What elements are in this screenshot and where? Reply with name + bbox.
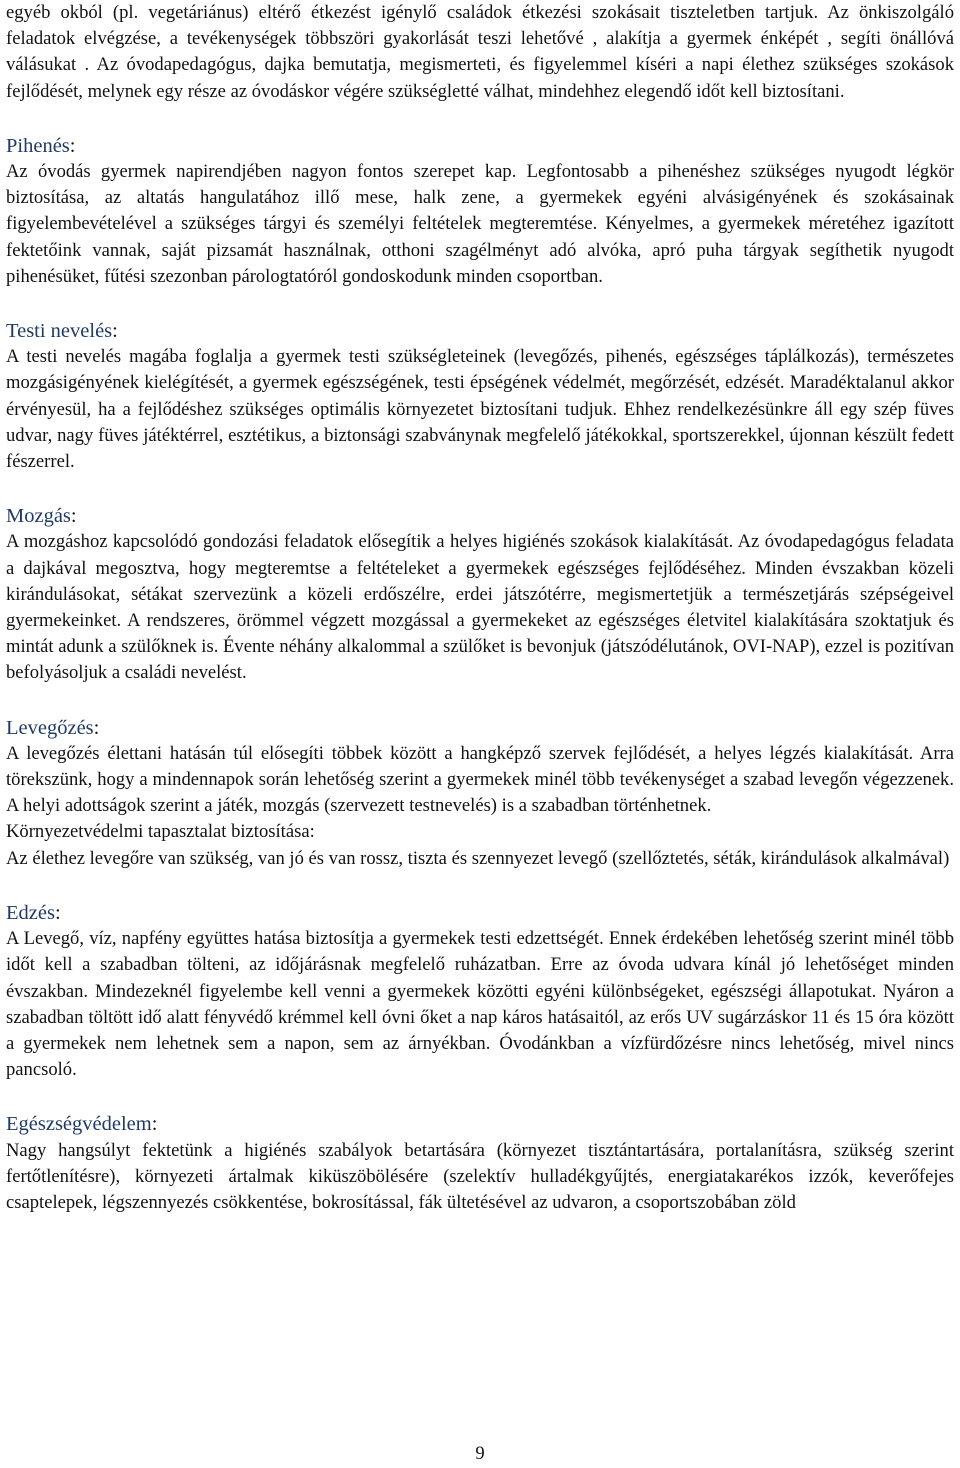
heading-text: Edzés	[6, 901, 55, 924]
heading-text: Egészségvédelem	[6, 1113, 152, 1136]
section-paragraph: A mozgáshoz kapcsolódó gondozási feladatok elősegítik a helyes higiénés szokások kialakítását. Az óvodapedagógus feladata a dajkával megosztva, hogy megteremtse a feltételeket a gyermekek egészséges fejlődéséhez. Minden évszakban közeli kirándulásokat, sétákat szervezünk a közeli erdőszélre, erdei játszótérre, megismertetjük a természetjárás szépségeivel gyermekeinket. A rendszeres, örömmel végzett mozgással a gyermekeket az egészséges életvitel kialakítására szoktatjuk és mintát adunk a szülőknek is. Évente néhány alkalommal a szülőket is bevonjuk (játszódélutánok, OVI-NAP), ezzel is pozitívan befolyásoljuk a családi nevelést.	[6, 531, 954, 684]
document-page	[6, 0, 954, 1216]
section-paragraph: A Levegő, víz, napfény együttes hatása biztosítja a gyermekek testi edzettségét. Ennek érdekében lehetőség szerint minél több időt kell a szabadban tölteni, az időjárásnak megfelelő ruházatban. Erre az óvoda udvara kínál jó lehetőséget minden évszakban. Mindezeknél figyelembe kell venni a gyermekek közötti egyéni különbségeket, egészségi állapotukat. Nyáron a szabadban töltött idő alatt fényvédő krémmel kell óvni őket a nap káros hatásaitól, az erős UV sugárzáskor 11 és 15 óra között a gyermekek nem lehetnek sem a napon, sem az árnyékban. Óvodánkban a vízfürdőzésre nincs lehetőség, mivel nincs pancsoló.	[6, 928, 954, 1081]
heading-text: Testi nevelés	[6, 320, 113, 343]
section-heading-testi-neveles: Testi nevelés:	[6, 320, 118, 343]
intro-paragraph: egyéb okból (pl. vegetáriánus) eltérő étkezést igénylő családok étkezési szokásait tiszteletben tartjuk. Az önkiszolgáló feladatok elvégzése, a tevékenységek többszöri gyakorlását teszi lehetővé , alakítja a gyermek énképét , segíti önállóvá válásukat . Az óvodapedagógus, dajka bemutatja, megismerteti, és figyelemmel kíséri a napi élethez szükséges szokások fejlődését, melynek egy része az óvodáskor végére szükségletté válhat, mindehhez elegendő időt kell biztosítani.	[6, 2, 954, 102]
section-heading-levegozes: Levegőzés:	[6, 716, 100, 739]
heading-text: Pihenés	[6, 134, 70, 157]
heading-text: Mozgás	[6, 505, 71, 528]
section-heading-egeszsegvedelem: Egészségvédelem:	[6, 1113, 158, 1136]
section-subheading: Környezetvédelmi tapasztalat biztosítása:	[6, 821, 315, 843]
section-paragraph: A levegőzés élettani hatásán túl elősegíti többek között a hangképző szervek fejlődését, a helyes légzés kialakítását. Arra törekszünk, hogy a mindennapok során lehetőség szerint a gyermekek minél több tevékenységet a szabad levegőn végezzenek. A helyi adottságok szerint a játék, mozgás (szervezett testnevelés) is a szabadban történhetnek.	[6, 742, 954, 817]
section-paragraph: A testi nevelés magába foglalja a gyermek testi szükségleteinek (levegőzés, pihenés, egészséges táplálkozás), természetes mozgásigényének kielégítését, a gyermek egészségének, testi épségének védelmét, megőrzését, edzését. Maradéktalanul akkor érvényesül, ha a fejlődéshez szükséges optimális környezetet biztosítani tudjuk. Ehhez rendelkezésünkre áll egy szép füves udvar, nagy füves játéktérrel, esztétikus, a biztonsági szabványnak megfelelő játékokkal, sportszerekkel, újonnan készült fedett fészerrel.	[6, 346, 954, 473]
page-number: 9	[475, 1443, 485, 1464]
section-heading-pihenes: Pihenés:	[6, 134, 76, 157]
section-paragraph: Nagy hangsúlyt fektetünk a higiénés szabályok betartására (környezet tisztántartására, portalanításra, szükség szerint fertőtlenítésre), környezeti ártalmak kiküszöbölésére (szelektív hulladékgyűjtés, energiatakarékos izzók, keverőfejes csaptelepek, légszennyezés csökkentése, bokrosítással, fák ültetésével az udvaron, a csoportszobában zöld	[6, 1139, 954, 1213]
section-heading-mozgas: Mozgás:	[6, 505, 77, 528]
section-paragraph: Az óvodás gyermek napirendjében nagyon fontos szerepet kap. Legfontosabb a pihenéshez szükséges nyugodt légkör biztosítása, az altatás hangulatához illő mese, halk zene, a gyermekek egyéni alvásigényének és szokásainak figyelembevételével a szükséges tárgyi és személyi feltételek megteremtése. Kényelmes, a gyermekek méretéhez igazított fektetőink vannak, saját pizsamát használnak, otthoni szagélményt adó alvóka, apró puha tárgyak segíthetik nyugodt pihenésüket, fűtési szezonban párologtatóról gondoskodunk minden csoportban.	[6, 161, 954, 287]
section-paragraph: Az élethez levegőre van szükség, van jó és van rossz, tiszta és szennyezet levegő (szellőztetés, séták, kirándulások alkalmával)	[6, 847, 950, 869]
heading-text: Levegőzés	[6, 716, 94, 739]
section-heading-edzes: Edzés:	[6, 901, 61, 924]
